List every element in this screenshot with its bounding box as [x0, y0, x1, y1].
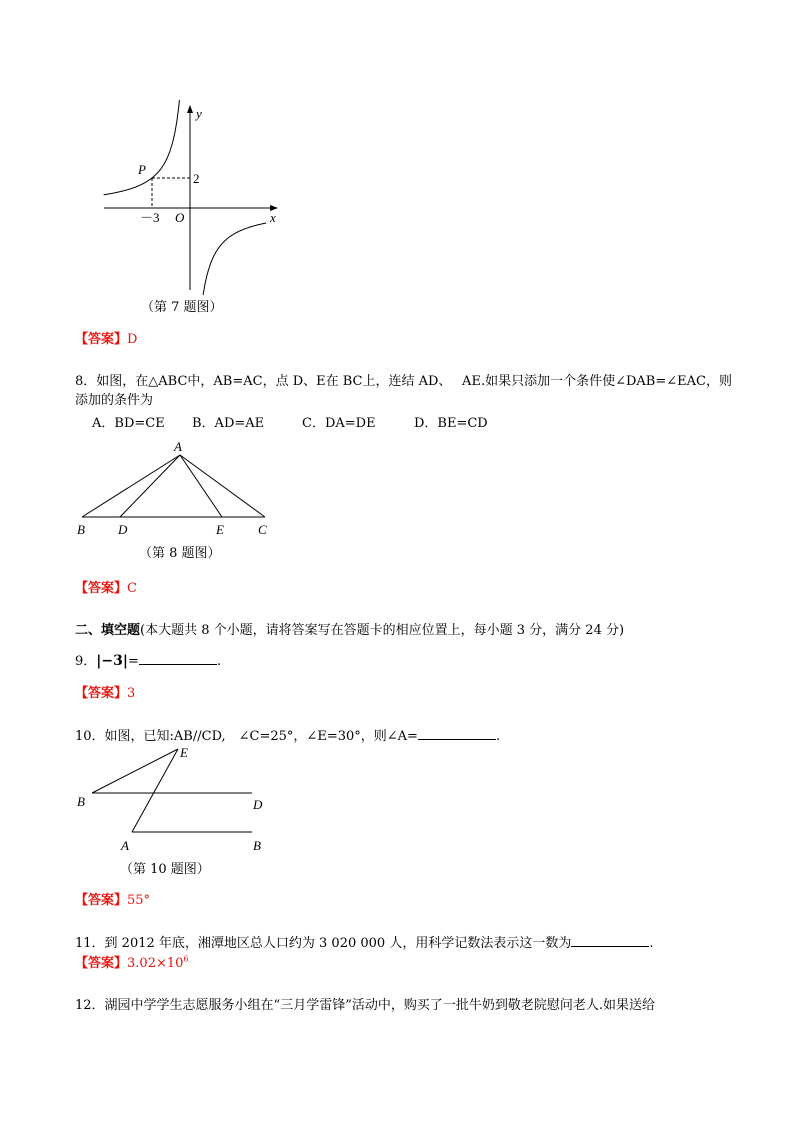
- q10-period: .: [495, 729, 501, 744]
- fig8-label-a: A: [174, 439, 182, 454]
- answer-value: 3.02×10: [127, 956, 184, 971]
- figure-8-triangle: [70, 438, 280, 542]
- q9-answer-blank: [139, 652, 217, 665]
- q10-text: 10．如图，已知:AB//CD, ∠C=25°，∠E=30°，则∠A=: [75, 729, 418, 744]
- answer-label: 【答案】: [75, 332, 128, 347]
- answer-exponent: 6: [183, 954, 189, 964]
- figure-10-parallel-lines: [70, 742, 280, 858]
- fig8-label-c: C: [258, 522, 267, 537]
- q7-answer: [75, 328, 137, 347]
- fig10-label-b-upper: B: [77, 794, 85, 809]
- fig8-label-e: E: [216, 522, 224, 537]
- answer-value: 3: [127, 686, 136, 701]
- fig8-label-b: B: [77, 522, 85, 537]
- fig7-x-label: x: [270, 210, 276, 225]
- q9-expression: |−3|: [96, 653, 128, 669]
- figure-7-graph: [90, 100, 290, 295]
- question-number: 9．: [75, 654, 97, 669]
- fig10-label-b-lower: B: [253, 838, 261, 853]
- q8-line1: 8．如图，在△ABC中，AB=AC，点 D、E在 BC上，连结 AD、 AE.如果只添加一个条件使∠DAB=∠EAC，则: [75, 374, 732, 389]
- answer-value: 55°: [127, 893, 151, 908]
- q10-answer: [75, 889, 150, 908]
- q8-option-c: C．DA=DE: [302, 416, 376, 431]
- q11-answer-blank: [571, 934, 649, 947]
- q11-period: .: [649, 936, 654, 951]
- section-2-header: [75, 619, 624, 638]
- fig10-caption: （第 10 题图）: [120, 862, 210, 877]
- fig10-label-d: D: [253, 797, 263, 812]
- q9-equals: =: [127, 654, 139, 669]
- q9-period: .: [216, 654, 221, 669]
- fig7-tick-neg3: －3: [140, 210, 160, 225]
- q8-option-a: A．BD=CE: [92, 416, 165, 431]
- section-title: 二、填空题: [75, 623, 141, 638]
- fig7-tick-2: 2: [193, 171, 200, 186]
- q11-answer: [75, 952, 189, 971]
- answer-value: C: [127, 581, 137, 596]
- fig7-p-label: P: [138, 162, 146, 177]
- q11-line: [75, 932, 653, 951]
- answer-label: 【答案】: [75, 686, 128, 701]
- section-desc: (本大题共 8 个小题，请将答案写在答题卡的相应位置上，每小题 3 分，满分 24 分): [140, 623, 625, 638]
- q8-option-b: B．AD=AE: [192, 416, 265, 431]
- answer-value: D: [127, 332, 138, 347]
- q8-option-d: D．BE=CD: [414, 416, 488, 431]
- answer-label: 【答案】: [75, 893, 128, 908]
- fig10-label-a: A: [121, 838, 129, 853]
- fig8-caption: （第 8 题图）: [139, 546, 221, 561]
- fig7-caption: （第 7 题图）: [141, 300, 223, 315]
- q8-answer: [75, 577, 137, 596]
- fig10-label-e: E: [180, 745, 188, 760]
- fig8-label-d: D: [118, 522, 128, 537]
- q11-text: 11．到 2012 年底，湘潭地区总人口约为 3 020 000 人，用科学记数法表示这一数为: [75, 936, 572, 951]
- q9-answer: [75, 682, 135, 701]
- q10-answer-blank: [418, 727, 496, 740]
- answer-label: 【答案】: [75, 581, 128, 596]
- fig7-origin-label: O: [175, 210, 185, 225]
- fig7-y-label: y: [196, 106, 202, 121]
- q9-line: [75, 650, 221, 669]
- q12-line: 12．湖园中学学生志愿服务小组在“三月学雷锋”活动中，购买了一批牛奶到敬老院慰问老人.如果送给: [75, 998, 655, 1013]
- q8-line2: 添加的条件为: [75, 393, 154, 408]
- answer-label: 【答案】: [75, 956, 128, 971]
